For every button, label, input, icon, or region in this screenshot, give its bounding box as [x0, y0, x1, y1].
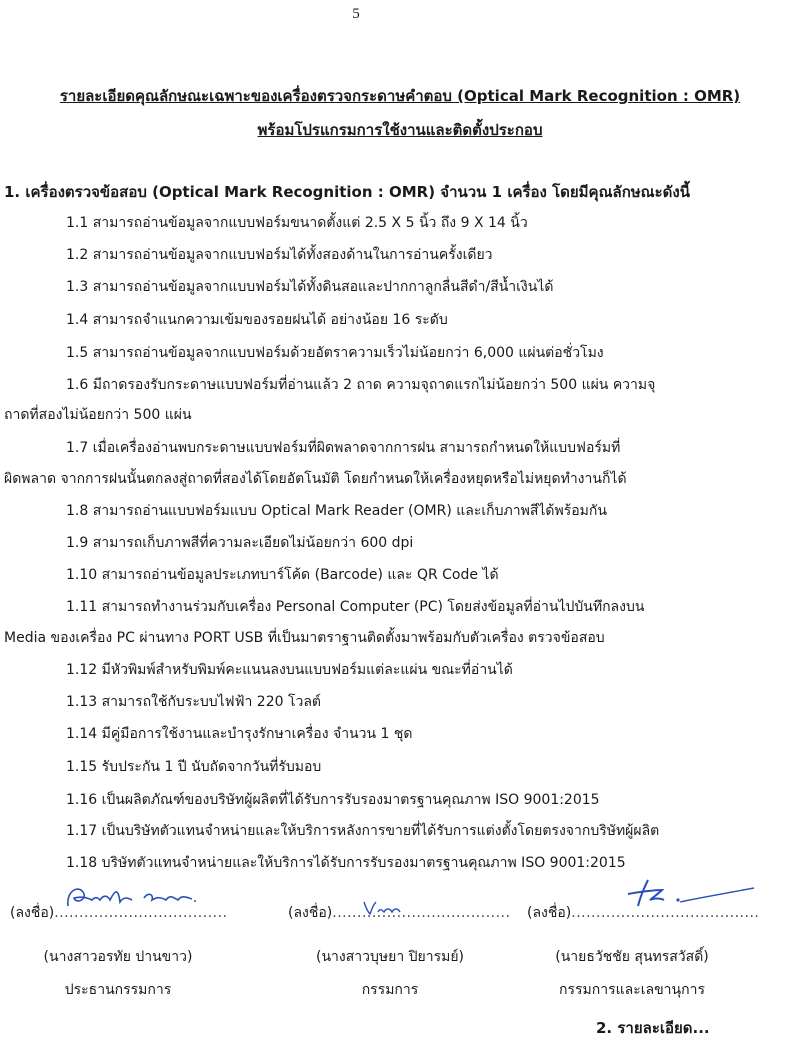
spec-item-1-1: 1.1 สามารถอ่านข้อมูลจากแบบฟอร์มขนาดตั้งแต่ 2.5 X 5 นิ้ว ถึง 9 X 14 นิ้ว — [66, 215, 528, 231]
spec-item-1-8: 1.8 สามารถอ่านแบบฟอร์มแบบ Optical Mark Reader (OMR) และเก็บภาพสีได้พร้อมกัน — [66, 503, 607, 519]
signer-position-3: กรรมการและเลขานุการ — [559, 982, 705, 998]
document-title-line-1: รายละเอียดคุณลักษณะเฉพาะของเครื่องตรวจกระดาษคำตอบ (Optical Mark Recognition : OMR) — [59, 87, 741, 105]
handwritten-signature-3 — [618, 876, 768, 916]
signer-name-1: (นางสาวอรทัย ปานขาว) — [43, 949, 193, 965]
spec-item-1-7: 1.7 เมื่อเครื่องอ่านพบกระดาษแบบฟอร์มที่ผิดพลาดจากการฝน สามารถกำหนดให้แบบฟอร์มที่ — [66, 440, 621, 456]
spec-item-1-7-continued: ผิดพลาด จากการฝนนั้นตกลงสู่ถาดที่สองได้โดยอัตโนมัติ โดยกำหนดให้เครื่องหยุดหรือไม่หยุดทำงานก็ได้ — [4, 471, 627, 487]
spec-item-1-15: 1.15 รับประกัน 1 ปี นับถัดจากวันที่รับมอบ — [66, 759, 322, 775]
signer-position-2: กรรมการ — [361, 982, 419, 998]
signature-label-1: (ลงชื่อ) — [10, 905, 55, 921]
spec-item-1-9: 1.9 สามารถเก็บภาพสีที่ความละเอียดไม่น้อยกว่า 600 dpi — [66, 535, 414, 551]
spec-item-1-17: 1.17 เป็นบริษัทตัวแทนจำหน่ายและให้บริการหลังการขายที่ได้รับการแต่งตั้งโดยตรงจากบริษัทผู้ผลิต — [66, 823, 660, 839]
spec-item-1-4: 1.4 สามารถจำแนกความเข้มของรอยฝนได้ อย่างน้อย 16 ระดับ — [66, 312, 448, 328]
spec-item-1-18: 1.18 บริษัทตัวแทนจำหน่ายและให้บริการได้รับการรับรองมาตรฐานคุณภาพ ISO 9001:2015 — [66, 855, 626, 871]
spec-item-1-5: 1.5 สามารถอ่านข้อมูลจากแบบฟอร์มด้วยอัตราความเร็วไม่น้อยกว่า 6,000 แผ่นต่อชั่วโมง — [66, 345, 604, 361]
spec-item-1-10: 1.10 สามารถอ่านข้อมูลประเภทบาร์โค้ด (Barcode) และ QR Code ได้ — [66, 567, 499, 583]
signer-name-2: (นางสาวบุษยา ปิยารมย์) — [316, 949, 464, 965]
spec-item-1-16: 1.16 เป็นผลิตภัณฑ์ของบริษัทผู้ผลิตที่ได้รับการรับรองมาตรฐานคุณภาพ ISO 9001:2015 — [66, 792, 600, 808]
spec-item-1-11-continued: Media ของเครื่อง PC ผ่านทาง PORT USB ที่เป็นมาตราฐานติดตั้งมาพร้อมกับตัวเครื่อง ตรวจข้อสอบ — [4, 630, 605, 646]
handwritten-signature-2 — [360, 896, 410, 918]
section-heading: 1. เครื่องตรวจข้อสอบ (Optical Mark Recognition : OMR) จำนวน 1 เครื่อง โดยมีคุณลักษณะดังนี้ — [4, 183, 690, 201]
document-title-line-2: พร้อมโปรแกรมการใช้งานและติดตั้งประกอบ — [257, 121, 543, 139]
signer-position-1: ประธานกรรมการ — [64, 982, 172, 998]
signature-dots-2: .................................... — [332, 905, 511, 921]
signature-dots-3: ...................................... — [571, 905, 760, 921]
signature-dots-1: ................................... — [54, 905, 228, 921]
spec-item-1-3: 1.3 สามารถอ่านข้อมูลจากแบบฟอร์มได้ทั้งดินสอและปากกาลูกลื่นสีดำ/สีน้ำเงินได้ — [66, 279, 554, 295]
handwritten-signature-1 — [62, 880, 212, 916]
spec-item-1-6: 1.6 มีถาดรองรับกระดาษแบบฟอร์มที่อ่านแล้ว 2 ถาด ความจุถาดแรกไม่น้อยกว่า 500 แผ่น ความจุ — [66, 377, 656, 393]
spec-item-1-11: 1.11 สามารถทำงานร่วมกับเครื่อง Personal Computer (PC) โดยส่งข้อมูลที่อ่านไปบันทึกลงบน — [66, 599, 645, 615]
spec-item-1-12: 1.12 มีหัวพิมพ์สำหรับพิมพ์คะแนนลงบนแบบฟอร์มแต่ละแผ่น ขณะที่อ่านได้ — [66, 662, 513, 678]
spec-item-1-2: 1.2 สามารถอ่านข้อมูลจากแบบฟอร์มได้ทั้งสองด้านในการอ่านครั้งเดียว — [66, 247, 493, 263]
continued-note: 2. รายละเอียด... — [596, 1019, 710, 1037]
page-number: 5 — [352, 6, 360, 22]
signature-label-3: (ลงชื่อ) — [527, 905, 572, 921]
spec-item-1-14: 1.14 มีคู่มือการใช้งานและบำรุงรักษาเครื่อง จำนวน 1 ชุด — [66, 726, 413, 742]
spec-item-1-6-continued: ถาดที่สองไม่น้อยกว่า 500 แผ่น — [4, 407, 192, 423]
spec-item-1-13: 1.13 สามารถใช้กับระบบไฟฟ้า 220 โวลต์ — [66, 694, 322, 710]
signature-label-2: (ลงชื่อ) — [288, 905, 333, 921]
signer-name-3: (นายธวัชชัย สุนทรสวัสดิ์) — [555, 949, 709, 965]
